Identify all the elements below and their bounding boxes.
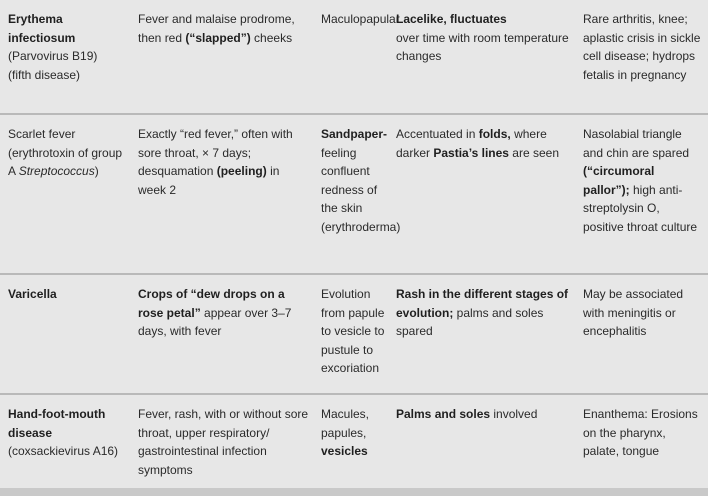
- cell-text: where darker: [396, 127, 547, 160]
- cell-bold-text: (peeling): [216, 164, 267, 178]
- cell-bold-text: Rash in the different stages of evolution;: [396, 287, 569, 320]
- cell-text: ): [94, 164, 99, 178]
- notes-cell: [583, 125, 703, 236]
- table-row: [0, 275, 708, 393]
- lesion-cell: [321, 405, 393, 461]
- table-row: [0, 0, 708, 113]
- cell-text: appear over 3–7 days, with fever: [138, 305, 292, 338]
- notes-cell: [583, 405, 703, 461]
- cell-bold-text: Crops of “dew drops on a rose petal”: [138, 287, 285, 320]
- cell-bold-text: folds,: [478, 127, 511, 141]
- cell-bold-text: vesicles: [321, 444, 368, 458]
- cell-text: palms and soles spared: [396, 305, 544, 338]
- cell-text: feeling confluent redness of the skin (erythroderma): [321, 145, 401, 234]
- cell-text: over time with room temperature changes: [396, 30, 569, 63]
- distribution-cell: [396, 125, 576, 162]
- cause-text: (Parvovirus B19) (fifth disease): [8, 49, 98, 82]
- cell-text: Fever and malaise prodrome, then red: [138, 12, 295, 45]
- cell-text: Maculopapular: [321, 12, 400, 26]
- notes-cell: [583, 10, 703, 84]
- cell-text: (coxsackievirus A16): [8, 444, 119, 458]
- notes-cell: [583, 285, 703, 341]
- disease-name: Varicella: [8, 287, 57, 301]
- cell-italic-text: Streptococcus: [18, 164, 95, 178]
- cell-text: cheeks: [250, 30, 293, 45]
- cell-text: Enanthema: Erosions on the pharynx, palate, tongue: [583, 407, 698, 458]
- disease-name: Hand-foot-mouth disease: [8, 407, 106, 440]
- cell-text: Fever, rash, with or without sore throat, upper respiratory/ gastrointestinal infection symptoms: [138, 407, 309, 477]
- distribution-cell: [396, 10, 576, 66]
- table-bottom-border: [0, 488, 708, 496]
- prodrome-cell: [138, 125, 310, 199]
- cell-bold-text: Lacelike, fluctuates: [396, 12, 507, 26]
- distribution-cell: [396, 405, 576, 424]
- cell-text: May be associated with meningitis or encephalitis: [583, 287, 684, 338]
- disease-cell: [8, 10, 126, 84]
- cell-text: in week 2: [138, 164, 280, 197]
- distribution-cell: [396, 285, 576, 341]
- cell-text: Scarlet fever (erythrotoxin of group A: [8, 127, 123, 178]
- cell-bold-text: (“slapped”): [185, 30, 251, 45]
- disease-cell: [8, 405, 126, 461]
- prodrome-cell: [138, 285, 310, 341]
- cell-bold-text: Pastia’s lines: [433, 145, 509, 160]
- cell-text: Accentuated in: [396, 127, 479, 141]
- disease-cell: [8, 125, 126, 181]
- lesion-cell: [321, 10, 400, 29]
- cell-bold-text: Sandpaper-: [321, 127, 388, 141]
- cell-text: Rare arthritis, knee; aplastic crisis in sickle cell disease; hydrops fetalis in pregnancy: [583, 12, 701, 82]
- cell-text: Exactly “red fever,” often with sore throat, × 7 days; desquamation: [138, 127, 293, 178]
- lesion-cell: [321, 125, 401, 236]
- table-row: [0, 395, 708, 496]
- table-row: [0, 115, 708, 273]
- prodrome-cell: [138, 405, 310, 479]
- cell-text: are seen: [508, 145, 560, 160]
- cell-text: Evolution from papule to vesicle to pustule to excoriation: [321, 287, 385, 375]
- cell-bold-text: Palms and soles: [396, 407, 491, 421]
- cell-text: Macules, papules,: [321, 407, 370, 440]
- disease-cell: [8, 285, 126, 304]
- cell-text: involved: [490, 407, 538, 421]
- cell-text: high anti-streptolysin O, positive throat culture: [583, 182, 698, 234]
- lesion-cell: [321, 285, 393, 378]
- cell-bold-text: (“circumoral pallor”);: [583, 164, 655, 197]
- prodrome-cell: [138, 10, 310, 47]
- disease-name: Erythema infectiosum: [8, 12, 76, 45]
- cell-text: Nasolabial triangle and chin are spared: [583, 127, 690, 160]
